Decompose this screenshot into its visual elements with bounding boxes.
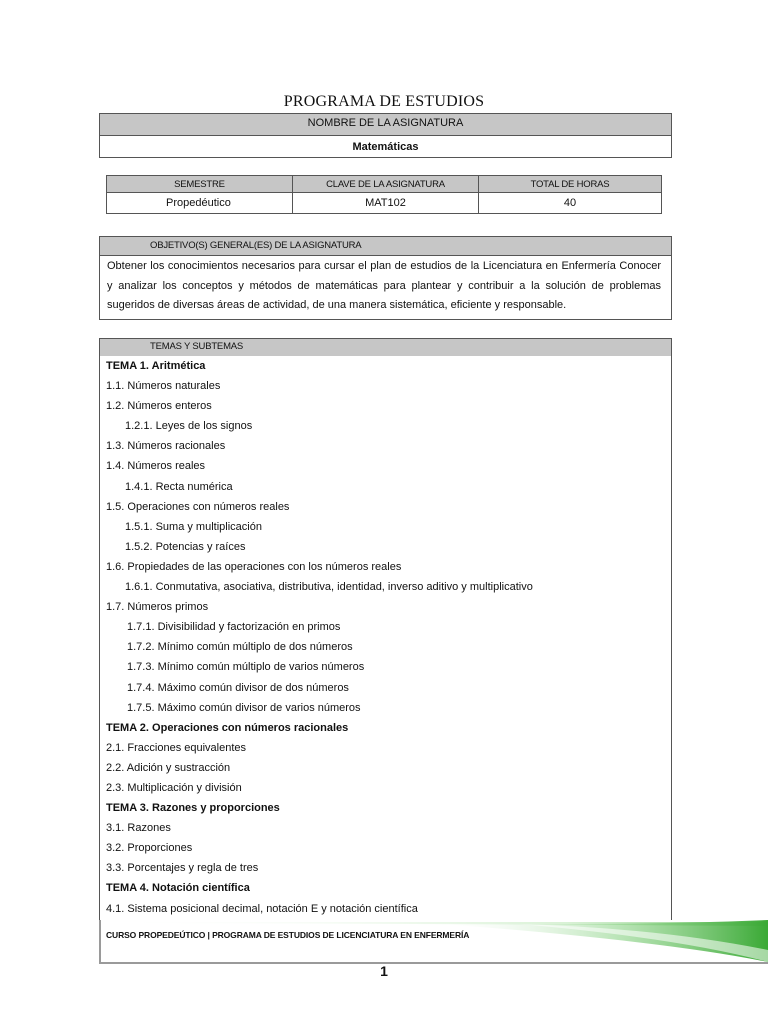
- topics-list: [100, 356, 671, 919]
- list-item: 3.2. Proporciones: [106, 842, 193, 855]
- footer-band: [99, 920, 768, 964]
- table-header-row: [107, 176, 662, 193]
- list-item: 1.5.1. Suma y multiplicación: [125, 520, 262, 533]
- course-key-value: MAT102: [293, 193, 479, 214]
- list-item: 1.4. Números reales: [106, 460, 206, 473]
- list-item: TEMA 1. Aritmética: [106, 360, 206, 372]
- list-item: 1.7.4. Máximo común divisor de dos números: [127, 681, 349, 694]
- footer-text: CURSO PROPEDEÚTICO | PROGRAMA DE ESTUDIOS DE LICENCIATURA EN ENFERMERÍA: [106, 930, 470, 940]
- list-item: 1.3. Números racionales: [106, 440, 226, 453]
- list-item: 1.7.1. Divisibilidad y factorización en primos: [127, 621, 341, 634]
- list-item: 1.7. Números primos: [106, 601, 209, 614]
- list-item: 1.6.1. Conmutativa, asociativa, distributiva, identidad, inverso aditivo y multiplicativo: [125, 581, 533, 594]
- topics-header: TEMAS Y SUBTEMAS: [100, 339, 671, 356]
- list-item: TEMA 3. Razones y proporciones: [106, 802, 280, 815]
- total-hours-header: TOTAL DE HORAS: [479, 176, 662, 193]
- objective-header: OBJETIVO(S) GENERAL(ES) DE LA ASIGNATURA: [100, 237, 671, 256]
- course-key-header: CLAVE DE LA ASIGNATURA: [293, 176, 479, 193]
- list-item: 1.2. Números enteros: [106, 400, 212, 413]
- list-item: 1.7.3. Mínimo común múltiplo de varios números: [127, 661, 365, 674]
- list-item: 1.7.2. Mínimo común múltiplo de dos números: [127, 641, 353, 654]
- semester-value: Propedéutico: [107, 193, 293, 214]
- list-item: 1.5. Operaciones con números reales: [106, 500, 290, 513]
- list-item: 2.3. Multiplicación y división: [106, 781, 242, 794]
- page-number: 1: [380, 963, 388, 979]
- objective-box: [99, 236, 672, 320]
- list-item: 1.5.2. Potencias y raíces: [125, 540, 246, 553]
- subject-name: Matemáticas: [352, 141, 419, 153]
- list-item: 3.1. Razones: [106, 822, 171, 835]
- list-item: TEMA 4. Notación científica: [106, 882, 250, 895]
- list-item: 1.6. Propiedades de las operaciones con los números reales: [106, 560, 402, 573]
- table-row: [107, 193, 662, 214]
- list-item: 1.4.1. Recta numérica: [125, 480, 233, 493]
- objective-text: Obtener los conocimientos necesarios para cursar el plan de estudios de la Licenciatura en Enfermería Conocer y analizar los conceptos y métodos de matemáticas para plantear y contribuir a la solución de problemas sugeridos de diversas áreas de actividad, de una manera sistemática, eficiente y responsable.: [107, 260, 661, 311]
- list-item: 3.3. Porcentajes y regla de tres: [106, 862, 259, 875]
- subject-header: NOMBRE DE LA ASIGNATURA: [100, 114, 671, 136]
- list-item: 1.7.5. Máximo común divisor de varios números: [127, 701, 361, 714]
- list-item: 2.1. Fracciones equivalentes: [106, 741, 247, 754]
- list-item: 1.2.1. Leyes de los signos: [125, 420, 253, 433]
- course-info-table: [106, 175, 662, 214]
- list-item: 1.1. Números naturales: [106, 380, 221, 393]
- list-item: 2.2. Adición y sustracción: [106, 761, 231, 774]
- semester-header: SEMESTRE: [107, 176, 293, 193]
- list-item: TEMA 2. Operaciones con números racionales: [106, 721, 349, 734]
- subject-box: [99, 113, 672, 158]
- page-title: PROGRAMA DE ESTUDIOS: [283, 93, 485, 110]
- topics-box: [99, 338, 672, 921]
- total-hours-value: 40: [479, 193, 662, 214]
- list-item: 4.1. Sistema posicional decimal, notación E y notación científica: [106, 902, 418, 915]
